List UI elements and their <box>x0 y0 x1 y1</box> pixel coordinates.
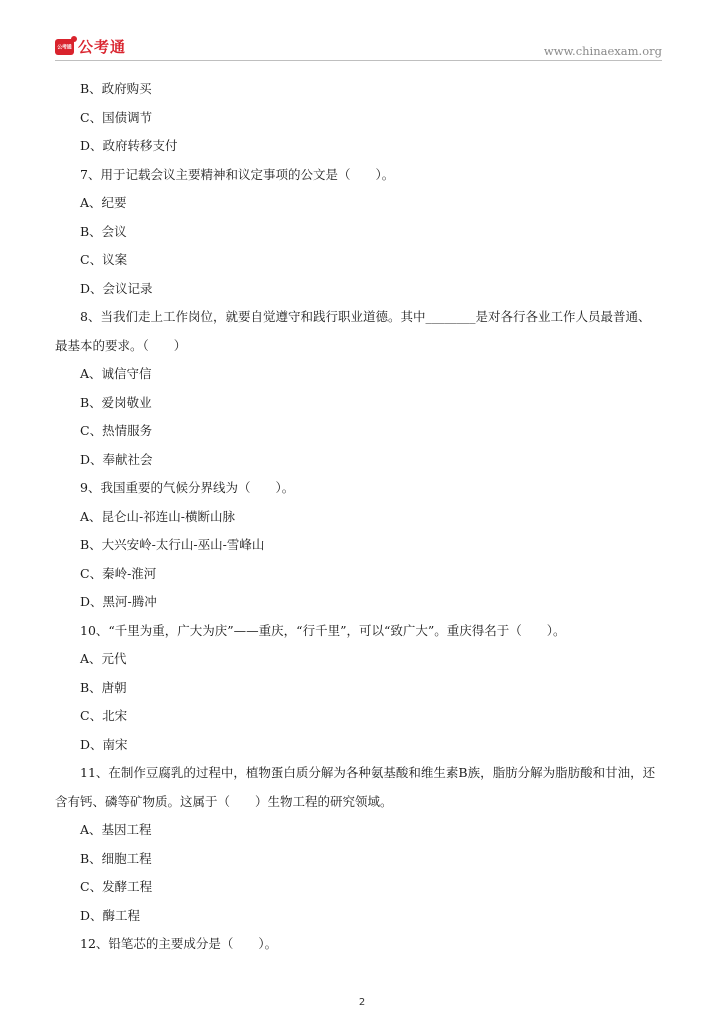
logo-icon <box>55 39 74 55</box>
answer-option <box>80 850 664 879</box>
answer-option <box>80 907 664 936</box>
option-text: A、诚信守信 <box>80 366 152 381</box>
answer-option <box>80 650 664 679</box>
answer-option <box>80 137 664 166</box>
option-text: D、南宋 <box>80 736 128 752</box>
question-text: 12、铅笔芯的主要成分是（ ）。 <box>80 936 278 951</box>
page-number: 2 <box>358 997 366 1008</box>
question <box>55 308 664 365</box>
answer-option <box>80 251 664 280</box>
question <box>80 622 664 651</box>
question <box>55 764 664 821</box>
option-text: A、昆仑山-祁连山-横断山脉 <box>80 508 235 524</box>
answer-option <box>80 422 664 451</box>
question-text-continued: 最基本的要求。（ ） <box>55 337 187 353</box>
option-text: D、黑河-腾冲 <box>80 594 157 609</box>
question-text: 11、在制作豆腐乳的过程中，植物蛋白质分解为各种氨基酸和维生素B族，脂肪分解为脂肪酸和甘油，还 <box>80 765 656 780</box>
option-text: C、国债调节 <box>80 109 153 125</box>
option-text: B、爱岗敬业 <box>80 394 152 410</box>
header-divider <box>55 60 662 61</box>
answer-option <box>80 109 664 138</box>
answer-option <box>80 451 664 480</box>
option-text: C、发酵工程 <box>80 879 153 894</box>
answer-option <box>80 508 664 537</box>
answer-option <box>80 821 664 850</box>
answer-option <box>80 707 664 736</box>
site-url: www.chinaexam.org <box>543 44 662 58</box>
logo-mark-text: 公考通 <box>57 44 72 51</box>
answer-option <box>80 80 664 109</box>
answer-option <box>80 365 664 394</box>
answer-option <box>80 223 664 252</box>
answer-option <box>80 878 664 907</box>
question-list <box>55 80 664 964</box>
option-text: B、唐朝 <box>80 679 127 695</box>
question-text: 10、“千里为重，广大为庆”——重庆，“行千里”，可以“致广大”。重庆得名于（ ）。 <box>80 622 566 638</box>
option-text: C、北宋 <box>80 708 128 723</box>
option-text: B、政府购买 <box>80 81 152 96</box>
question-text: 7、用于记载会议主要精神和议定事项的公文是（ ）。 <box>80 166 395 182</box>
answer-option <box>80 280 664 309</box>
answer-option <box>80 565 664 594</box>
option-text: B、会议 <box>80 223 127 239</box>
option-text: D、政府转移支付 <box>80 138 178 153</box>
question <box>80 479 664 508</box>
question-text: 9、我国重要的气候分界线为（ ）。 <box>80 480 295 495</box>
brand-logo <box>55 36 126 57</box>
option-text: B、大兴安岭-太行山-巫山-雪峰山 <box>80 537 265 552</box>
option-text: B、细胞工程 <box>80 850 152 866</box>
answer-option <box>80 394 664 423</box>
answer-option <box>80 679 664 708</box>
question-text: 8、当我们走上工作岗位，就要自觉遵守和践行职业道德。其中________是对各行各业工作人员最普通、 <box>80 309 651 324</box>
answer-option <box>80 194 664 223</box>
question <box>80 935 664 964</box>
page-header <box>0 0 724 62</box>
option-text: C、议案 <box>80 252 128 267</box>
option-text: A、元代 <box>80 651 127 666</box>
question <box>80 166 664 195</box>
question-text-continued: 含有钙、磷等矿物质。这属于（ ）生物工程的研究领域。 <box>55 793 393 809</box>
option-text: D、奉献社会 <box>80 451 153 467</box>
option-text: D、酶工程 <box>80 907 141 923</box>
option-text: A、纪要 <box>80 195 127 210</box>
option-text: D、会议记录 <box>80 280 153 296</box>
logo-text: 公考通 <box>78 38 127 56</box>
option-text: C、秦岭-淮河 <box>80 565 157 581</box>
answer-option <box>80 593 664 622</box>
option-text: A、基因工程 <box>80 822 152 837</box>
answer-option <box>80 736 664 765</box>
option-text: C、热情服务 <box>80 423 153 438</box>
answer-option <box>80 536 664 565</box>
